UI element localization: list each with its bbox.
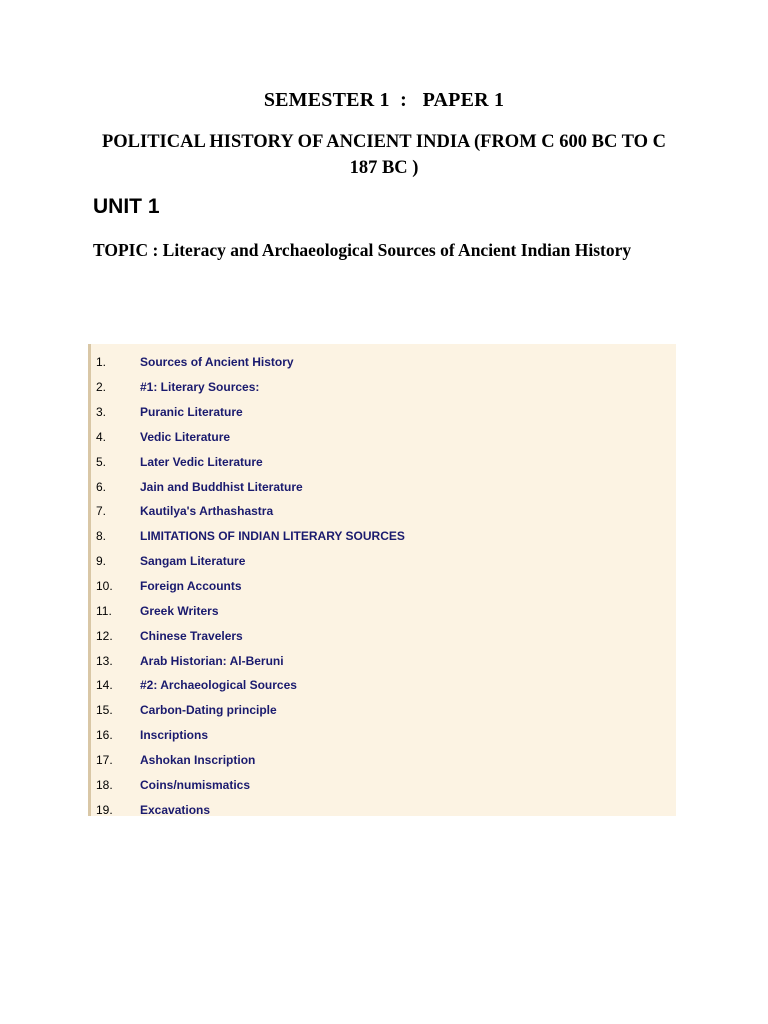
toc-item-number: 1. bbox=[96, 355, 107, 370]
toc-item-link[interactable]: Sources of Ancient History bbox=[140, 355, 294, 370]
toc-item-number: 2. bbox=[96, 380, 107, 395]
toc-item-link[interactable]: Puranic Literature bbox=[140, 405, 243, 420]
toc-item-link[interactable]: Vedic Literature bbox=[140, 429, 231, 444]
toc-item bbox=[91, 673, 676, 698]
toc-item bbox=[91, 574, 676, 599]
toc-item-number: 14. bbox=[96, 678, 113, 693]
toc-item-link[interactable]: LIMITATIONS OF INDIAN LITERARY SOURCES bbox=[140, 529, 405, 544]
toc-item bbox=[91, 748, 676, 773]
unit-heading: UNIT 1 bbox=[93, 195, 160, 218]
toc-item-link[interactable]: Excavations bbox=[140, 802, 211, 817]
toc-item-number: 10. bbox=[96, 579, 113, 594]
course-title: POLITICAL HISTORY OF ANCIENT INDIA (FROM C 600 BC TO C 187 BC ) bbox=[101, 132, 667, 178]
toc-item-number: 7. bbox=[96, 504, 107, 519]
toc-item-number: 12. bbox=[96, 628, 113, 643]
toc-item-number: 9. bbox=[96, 554, 107, 569]
toc-item bbox=[91, 350, 676, 375]
toc-item-link[interactable]: Foreign Accounts bbox=[140, 579, 242, 594]
toc-item-link[interactable]: Kautilya's Arthashastra bbox=[140, 504, 274, 519]
toc-item-number: 16. bbox=[96, 728, 113, 743]
toc-item-link[interactable]: Inscriptions bbox=[140, 728, 209, 743]
toc-item-link[interactable]: Jain and Buddhist Literature bbox=[140, 479, 303, 494]
toc-item-link[interactable]: Later Vedic Literature bbox=[140, 454, 263, 469]
toc-item-link[interactable]: Greek Writers bbox=[140, 603, 219, 618]
toc-item-number: 8. bbox=[96, 529, 107, 544]
toc-item-number: 13. bbox=[96, 653, 113, 668]
toc-item-number: 17. bbox=[96, 752, 113, 767]
toc-item-link[interactable]: Arab Historian: Al-Beruni bbox=[140, 653, 284, 668]
toc-item bbox=[91, 772, 676, 797]
toc-item-link[interactable]: Sangam Literature bbox=[140, 554, 246, 569]
toc-item bbox=[91, 797, 676, 822]
toc-item bbox=[91, 549, 676, 574]
toc-item bbox=[91, 598, 676, 623]
toc-item-number: 4. bbox=[96, 429, 107, 444]
toc-item bbox=[91, 648, 676, 673]
toc-item-number: 6. bbox=[96, 479, 107, 494]
toc-item-link[interactable]: Chinese Travelers bbox=[140, 628, 243, 643]
toc-item bbox=[91, 425, 676, 450]
toc-item-link[interactable]: Coins/numismatics bbox=[140, 777, 251, 792]
toc-item-number: 19. bbox=[96, 802, 113, 817]
toc-item bbox=[91, 375, 676, 400]
toc-item bbox=[91, 698, 676, 723]
semester-heading: SEMESTER 1 : PAPER 1 bbox=[263, 89, 505, 111]
toc-item bbox=[91, 723, 676, 748]
toc-item bbox=[91, 623, 676, 648]
table-of-contents bbox=[88, 344, 676, 816]
toc-item bbox=[91, 474, 676, 499]
toc-item bbox=[91, 400, 676, 425]
toc-item-number: 18. bbox=[96, 777, 113, 792]
toc-item-link[interactable]: #2: Archaeological Sources bbox=[140, 678, 297, 693]
toc-item-link[interactable]: Carbon-Dating principle bbox=[140, 703, 277, 718]
toc-item bbox=[91, 449, 676, 474]
toc-item-number: 5. bbox=[96, 454, 107, 469]
toc-item-link[interactable]: #1: Literary Sources: bbox=[140, 380, 260, 395]
toc-item bbox=[91, 524, 676, 549]
toc-item-number: 15. bbox=[96, 703, 113, 718]
toc-item-number: 3. bbox=[96, 405, 107, 420]
toc-list bbox=[91, 344, 676, 822]
toc-item-number: 11. bbox=[96, 603, 112, 618]
toc-item-link[interactable]: Ashokan Inscription bbox=[140, 752, 256, 767]
toc-item bbox=[91, 499, 676, 524]
topic-heading: TOPIC : Literacy and Archaeological Sources of Ancient Indian History bbox=[93, 240, 632, 260]
